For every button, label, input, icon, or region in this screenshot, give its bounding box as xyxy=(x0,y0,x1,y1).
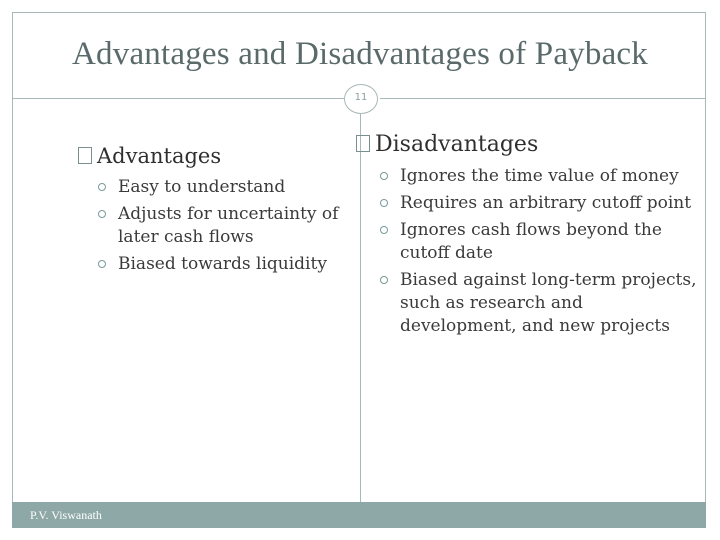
list-item: Adjusts for uncertainty of later cash flows xyxy=(96,203,356,249)
circle-bullet-icon xyxy=(380,226,388,234)
circle-bullet-icon xyxy=(380,276,388,284)
list-item: Biased towards liquidity xyxy=(96,253,356,276)
checkbox-icon xyxy=(78,147,92,164)
list-item: Ignores the time value of money xyxy=(378,165,700,188)
circle-bullet-icon xyxy=(380,172,388,180)
title-rule-left xyxy=(12,98,344,99)
footer-author: P.V. Viswanath xyxy=(30,508,102,522)
circle-bullet-icon xyxy=(98,260,106,268)
circle-bullet-icon xyxy=(98,210,106,218)
footer-bar xyxy=(12,502,706,528)
disadvantages-list xyxy=(378,165,700,338)
slide-number: 11 xyxy=(354,92,368,103)
slide-title: Advantages and Disadvantages of Payback xyxy=(72,36,648,72)
column-divider xyxy=(360,114,361,502)
list-item: Ignores cash flows beyond the cutoff date xyxy=(378,219,700,265)
title-rule-right xyxy=(380,98,706,99)
list-item: Biased against long-term projects, such as research and development, and new projects xyxy=(378,269,700,338)
advantages-list xyxy=(96,176,356,276)
advantages-heading xyxy=(78,144,221,168)
list-item: Easy to understand xyxy=(96,176,356,199)
disadvantages-heading xyxy=(356,132,538,157)
checkbox-icon xyxy=(356,135,370,152)
circle-bullet-icon xyxy=(380,199,388,207)
advantages-heading-label: Advantages xyxy=(97,144,222,168)
circle-bullet-icon xyxy=(98,183,106,191)
list-item: Requires an arbitrary cutoff point xyxy=(378,192,700,215)
disadvantages-heading-label: Disadvantages xyxy=(375,132,539,157)
